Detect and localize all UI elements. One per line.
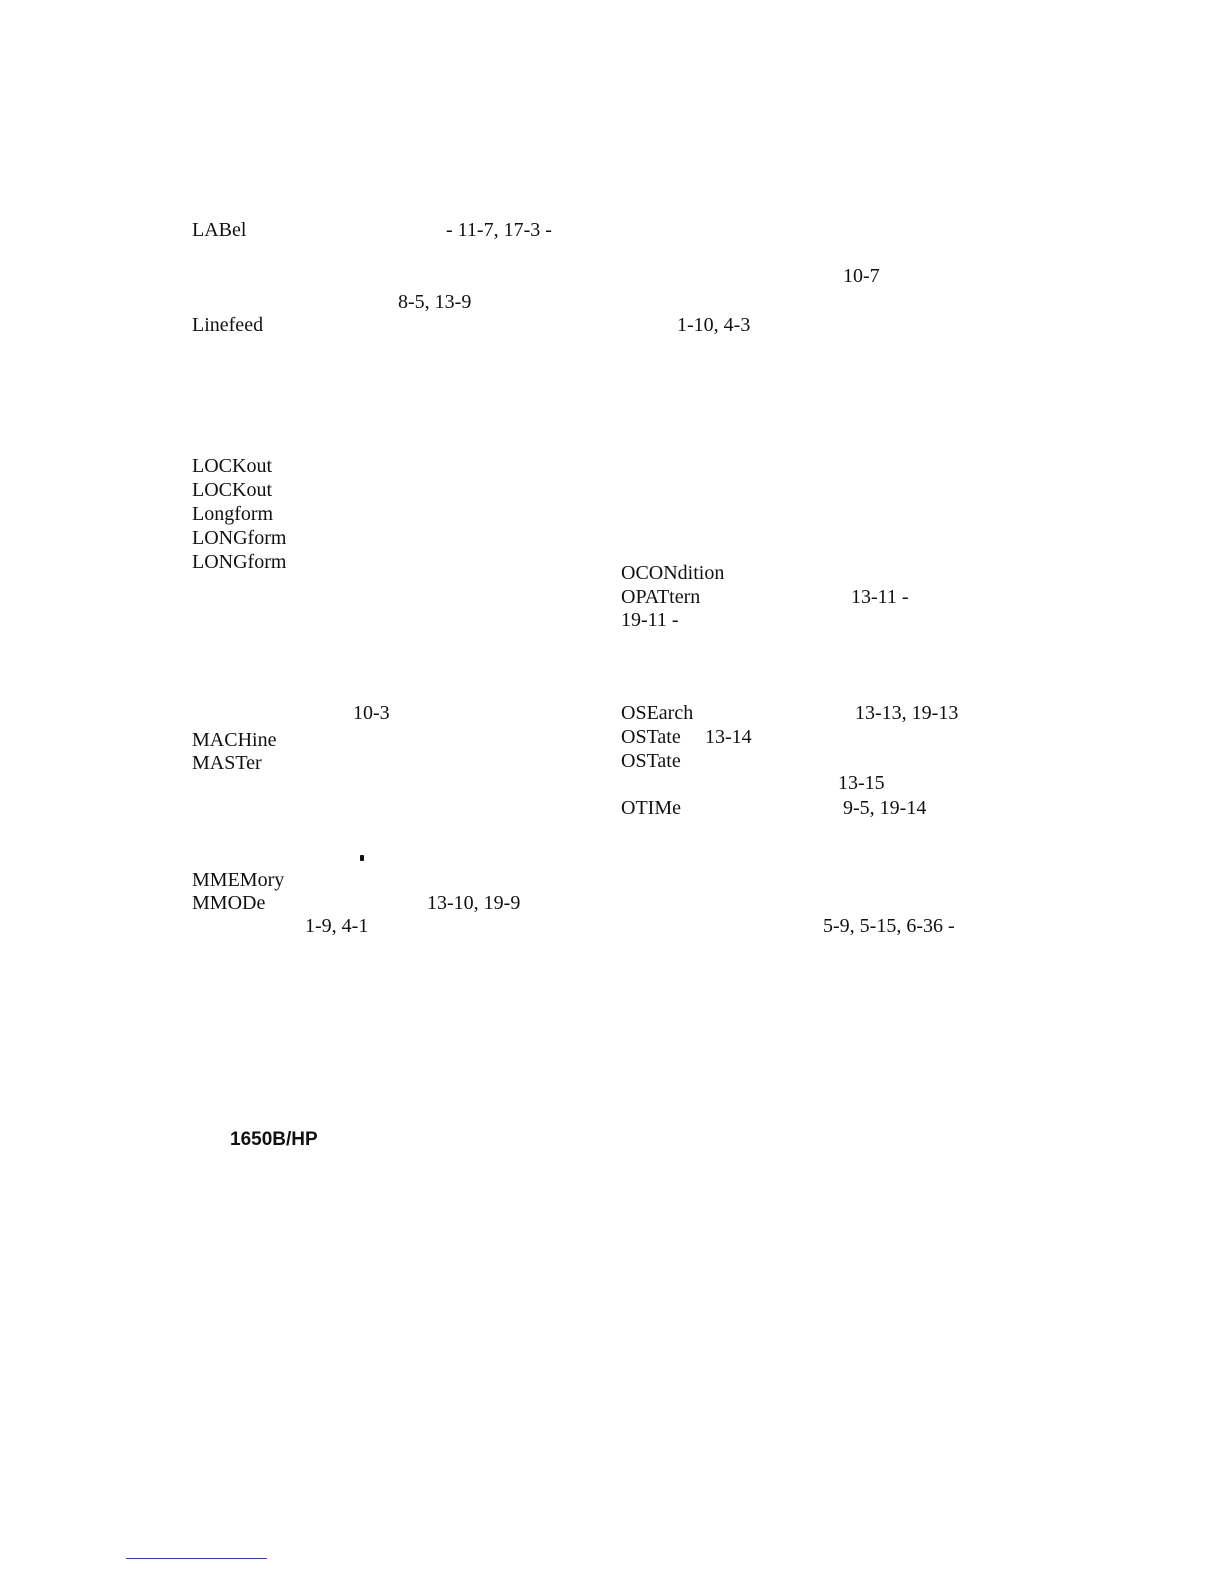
entry-ostate-1: OSTate [621, 726, 681, 748]
entry-mmode: MMODe [192, 892, 266, 914]
entry-longform-2: LONGform [192, 527, 287, 549]
footer-rule [126, 1558, 267, 1559]
page-ref-1-9: 1-9, 4-1 [305, 915, 369, 937]
page-ref-10-3: 10-3 [353, 702, 390, 724]
bullet-mark [360, 855, 364, 861]
entry-ostate-2: OSTate [621, 750, 681, 772]
entry-machine: MACHine [192, 729, 277, 751]
footer-model: 1650B/HP [230, 1129, 318, 1150]
entry-lockout-2: LOCKout [192, 479, 272, 501]
entry-longform-1: Longform [192, 503, 274, 525]
entry-master: MASTer [192, 752, 262, 774]
entry-longform-3: LONGform [192, 551, 287, 573]
page-ref-13-15: 13-15 [838, 772, 885, 794]
page-ref-19-11: 19-11 - [621, 609, 679, 631]
entry-ocondition: OCONdition [621, 562, 725, 584]
entry-otime-pages: 9-5, 19-14 [843, 797, 927, 819]
entry-label-pages: - 11-7, 17-3 - [446, 219, 552, 241]
entry-osearch: OSEarch [621, 702, 694, 724]
entry-lockout-1: LOCKout [192, 455, 272, 477]
page-ref-8-5: 8-5, 13-9 [398, 291, 472, 313]
entry-mmemory: MMEMory [192, 869, 285, 891]
page-ref-10-7: 10-7 [843, 265, 880, 287]
page-ref-5-9: 5-9, 5-15, 6-36 - [823, 915, 955, 937]
entry-mmode-pages: 13-10, 19-9 [427, 892, 521, 914]
entry-osearch-pages: 13-13, 19-13 [855, 702, 959, 724]
page-ref-1-10: 1-10, 4-3 [677, 314, 751, 336]
entry-otime: OTIMe [621, 797, 681, 819]
entry-linefeed: Linefeed [192, 314, 264, 336]
entry-label: LABel [192, 219, 247, 241]
entry-opattern-pages: 13-11 - [851, 586, 909, 608]
entry-opattern: OPATtern [621, 586, 701, 608]
entry-ostate-1-pages: 13-14 [705, 726, 752, 748]
